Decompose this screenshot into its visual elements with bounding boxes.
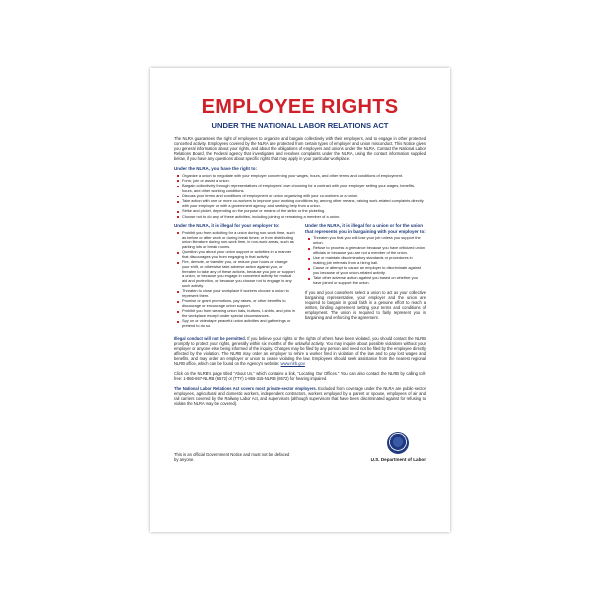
- list-item: Fire, demote, or transfer you, or reduce your hours or change your shift, or otherwise take adverse action against you, or threaten to take any of these actions, because you join or support a union, or because you engage in concerted activity for mutual aid and protection, or because you choose not to engage in any such activity.: [182, 259, 295, 288]
- employer-list: [174, 231, 295, 329]
- list-item: Strike and picket, depending on the purpose or means of the strike or the picketing.: [182, 209, 426, 214]
- list-item: Use or maintain discriminatory standards or procedures in making job referrals from a hiring hall.: [313, 256, 426, 265]
- page-subtitle: UNDER THE NATIONAL LABOR RELATIONS ACT: [211, 121, 389, 130]
- rights-list: [174, 174, 426, 220]
- page-title: EMPLOYEE RIGHTS: [201, 96, 399, 118]
- nlrb-website-link[interactable]: www.nlrb.gov: [280, 360, 305, 366]
- coverage-lead: The National Labor Relations Act covers most private-sector employers.: [174, 385, 317, 391]
- list-item: Form, join or assist a union.: [182, 179, 426, 184]
- department-of-labor-seal-icon: [387, 432, 409, 454]
- union-heading: Under the NLRA, it is illegal for a union or for the union that represents you in bargaining with your employer to:: [305, 223, 426, 234]
- union-column: [305, 223, 426, 332]
- poster-footer: [174, 432, 426, 462]
- rights-heading: Under the NLRA, you have the right to:: [174, 166, 258, 171]
- two-column-section: [174, 223, 426, 332]
- list-item: Cause or attempt to cause an employer to discriminate against you because of your union-related activity.: [313, 266, 426, 275]
- list-item: Promise or grant promotions, pay raises, or other benefits to discourage or encourage union support.: [182, 299, 295, 308]
- list-item: Spy on or videotape peaceful union activities and gatherings or pretend to do so.: [182, 319, 295, 328]
- intro-paragraph: The NLRA guarantees the right of employees to organize and bargain collectively with their employers, and to engage in other protected concerted activity. Employees covered by the NLRA are protected from certain types of employer and union misconduct. This Notice gives you general information about your rights, and about the obligations of employers and unions under the NLRA. Contact the National Labor Relations Board, the Federal agency that investigates and resolves complaints under the NLRA, using the contact information supplied below, if you have any questions about specific rights that may apply in your particular workplace.: [174, 136, 426, 161]
- employer-column: [174, 223, 295, 332]
- list-item: Prohibit you from soliciting for a union during non-work time, such as before or after work or during break times; or from distributing union literature during non-work time, in non-work areas, such as parking lots or break rooms.: [182, 229, 295, 249]
- union-list: [305, 236, 426, 285]
- list-item: Prohibit you from wearing union hats, buttons, t-shirts, and pins in the workplace except under special circumstances.: [182, 308, 295, 318]
- coverage-text: Excluded from coverage under the NLRA are public-sector employees, agricultural and domestic workers, independent contractors, workers employed by a parent or spouse, employees of air and rail carriers covered by the Railway Labor Act, and supervisors (although supervisors that have been discriminated against for refusing to violate the NLRA may be covered).: [174, 385, 426, 406]
- list-item: Refuse to process a grievance because you have criticized union officials or because you are not a member of the union.: [313, 245, 426, 256]
- agency-block: [371, 432, 426, 462]
- list-item: Take other adverse action against you based on whether you have joined or support the union.: [313, 276, 426, 285]
- list-item: Organize a union to negotiate with your employer concerning your wages, hours, and other terms and conditions of employment.: [182, 174, 426, 179]
- union-bargaining-paragraph: If you and your coworkers select a union to act as your collective bargaining representative, your employer and the union are required to bargain in good faith in a genuine effort to reach a written, binding agreement setting your terms and conditions of employment. The union is required to fairly represent you in bargaining and enforcing the agreement.: [305, 289, 426, 320]
- illegal-conduct-lead: Illegal conduct will not be permitted.: [174, 335, 246, 341]
- list-item: Question you about your union support or activities in a manner that discourages you from engaging in that activity.: [182, 250, 295, 259]
- contact-paragraph: Click on the NLRB's page titled "About Us," which contains a link, "Locating Our Offices." You can also contact the NLRB by calling toll-free: 1-866-667-NLRB (6572) or (TTY) 1-866-315-NLRB (6572) for hearing impaired.: [174, 370, 426, 381]
- official-notice: This is an official Government Notice and must not be defaced by anyone.: [174, 452, 290, 462]
- illegal-conduct-paragraph: [174, 336, 426, 366]
- list-item: Take action with one or more co-workers to improve your working conditions by, among other means, raising work-related complaints directly with your employer or with a government agency, and seeking help from a union.: [182, 199, 426, 208]
- list-item: Threaten to close your workplace if workers choose a union to represent them.: [182, 289, 295, 298]
- list-item: Bargain collectively through representatives of employees' own choosing for a contract with your employer setting your wages, benefits, hours, and other working conditions.: [182, 184, 426, 193]
- list-item: Choose not to do any of these activities, including joining or remaining a member of a union.: [182, 215, 426, 220]
- coverage-paragraph: [174, 386, 426, 406]
- list-item: Discuss your terms and conditions of employment or union organizing with your co-workers or a union.: [182, 194, 426, 199]
- list-item: Threaten you that you will lose your job unless you support the union.: [313, 236, 426, 245]
- employer-heading: Under the NLRA, it is illegal for your employer to:: [174, 223, 280, 229]
- agency-name: U.S. Department of Labor: [370, 457, 426, 462]
- poster: [150, 68, 450, 532]
- illegal-conduct-text: If you believe your rights or the rights of others have been violated, you should contact the NLRB promptly to protect your rights, generally within six months of the unlawful activity. You may inquire about possible violations without your employer or anyone else being informed of the inquiry. Charges may be filed by any person and need not be filed by the employee directly affected by the violation. The NLRB may order an employer to rehire a worker fired in violation of the law and to pay lost wages and benefits, and may order an employer or union to cease violating the law. Employees should seek assistance from the nearest regional NLRB office, which can be found on the Agency's website:: [174, 335, 426, 366]
